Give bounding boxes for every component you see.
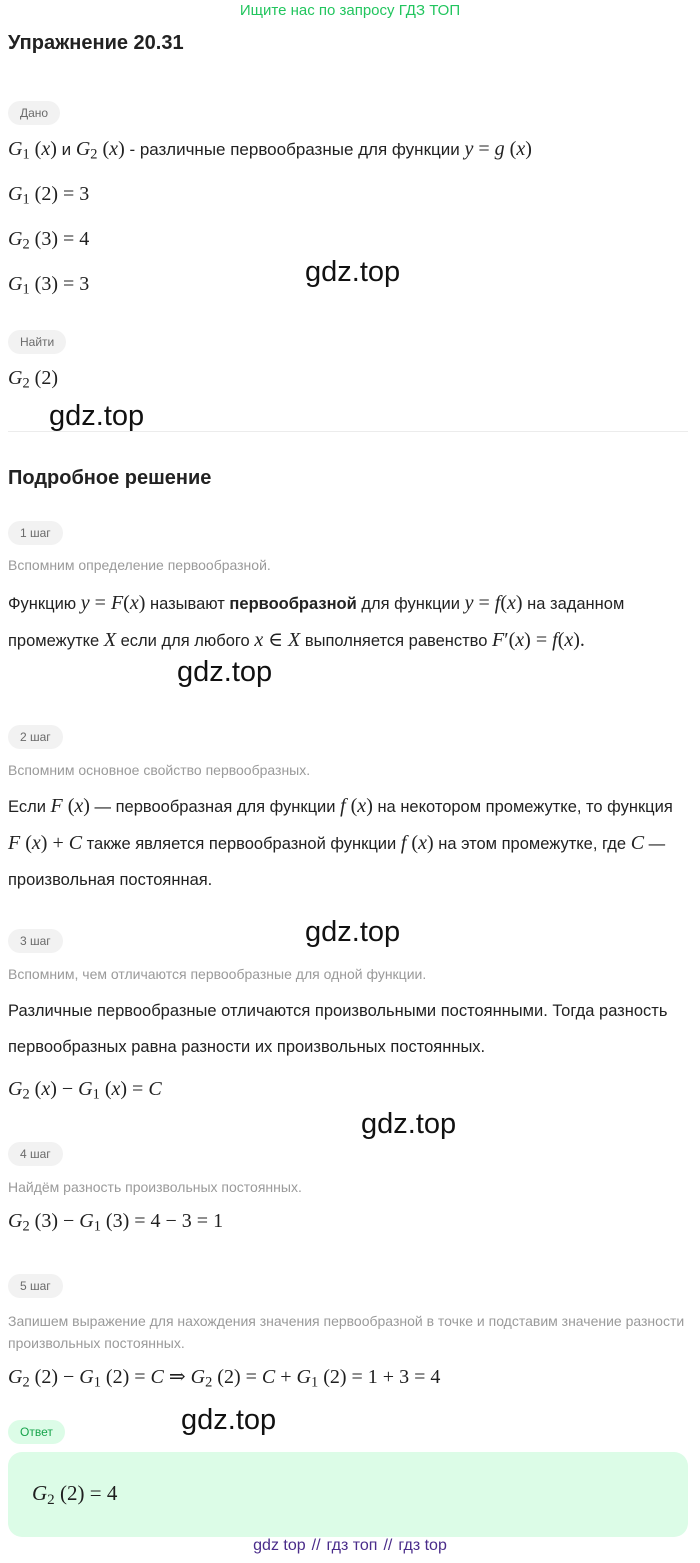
watermark: gdz.top (305, 256, 401, 288)
step-3-label: 3 шаг (8, 929, 63, 953)
step-3-note: Вспомним, чем отличаются первообразные для одной функции. (8, 966, 427, 982)
solution-title: Подробное решение (8, 467, 212, 489)
watermark: gdz.top (305, 916, 401, 948)
given-label: Дано (8, 101, 60, 125)
footer-link[interactable]: gdz top (253, 1537, 306, 1554)
step-1-label: 1 шаг (8, 521, 63, 545)
step-4-equation: $G_2$ $(3) - G_1$ (3) = 4 − 3 = 1 (8, 1210, 224, 1235)
step-1-note: Вспомним определение первообразной. (8, 557, 271, 573)
step-4-label: 4 шаг (8, 1142, 63, 1166)
step-5-label: 5 шаг (8, 1274, 63, 1298)
watermark: gdz.top (49, 400, 145, 432)
step-3-text: Различные первообразные отличаются произвольными постоянными. Тогда разность первообразных равна разности их произвольных постоянных. (8, 1002, 668, 1056)
step-3-equation: $G_2$ $(x) - G_1$ (x) = C (8, 1078, 162, 1103)
answer-label: Ответ (8, 1420, 65, 1444)
step-2-text: Если F (x) — первообразная для функции f (x) на некотором промежутке, то функция F (x) + C также является первообразной функции f (x) на этом промежутке, где C — произвольная постоянная. (8, 795, 673, 889)
find-expression: $G_2$ (2) (8, 367, 58, 392)
footer-separator: // (311, 1537, 321, 1554)
watermark: gdz.top (361, 1108, 457, 1140)
given-eq-2: $G_2$ (3) = 4 (8, 228, 90, 253)
step-2-note: Вспомним основное свойство первообразных. (8, 762, 311, 778)
top-banner: Ищите нас по запросу ГДЗ ТОП (239, 2, 461, 19)
given-line-1: $G_1$ (x) и $G_2$ (x) - различные первообразные для функции y = g (x) (8, 138, 532, 163)
step-5-equation: $G_2$ $(2) - G_1$ (2) = C ⇒ $G_2$ $(2) = C + G_1$ (2) = 1 + 3 = 4 (8, 1366, 441, 1391)
exercise-title: Упражнение 20.31 (8, 32, 184, 54)
step-2-label: 2 шаг (8, 725, 63, 749)
watermark: gdz.top (177, 656, 273, 688)
footer-link[interactable]: гдз top (398, 1537, 447, 1554)
given-eq-1: $G_1$ (2) = 3 (8, 183, 90, 208)
find-label: Найти (8, 330, 66, 354)
answer-equation: $G_2$ (2) = 4 (32, 1481, 118, 1508)
watermark: gdz.top (181, 1404, 277, 1436)
answer-box (8, 1452, 688, 1537)
step-4-note: Найдём разность произвольных постоянных. (8, 1179, 302, 1195)
footer-link[interactable]: гдз топ (326, 1537, 378, 1554)
footer-separator: // (383, 1537, 393, 1554)
step-5-note: Запишем выражение для нахождения значения первообразной в точке и подставим значение разности произвольных постоянных. (8, 1313, 685, 1351)
given-eq-3: $G_1$ (3) = 3 (8, 273, 90, 298)
step-1-text: Функцию y = F(x) называют первообразной для функции y = f(x) на заданном промежутке X если для любого x ∈ X выполняется равенство F′(x) = f(x). (8, 592, 625, 651)
footer-links (0, 1537, 700, 1555)
